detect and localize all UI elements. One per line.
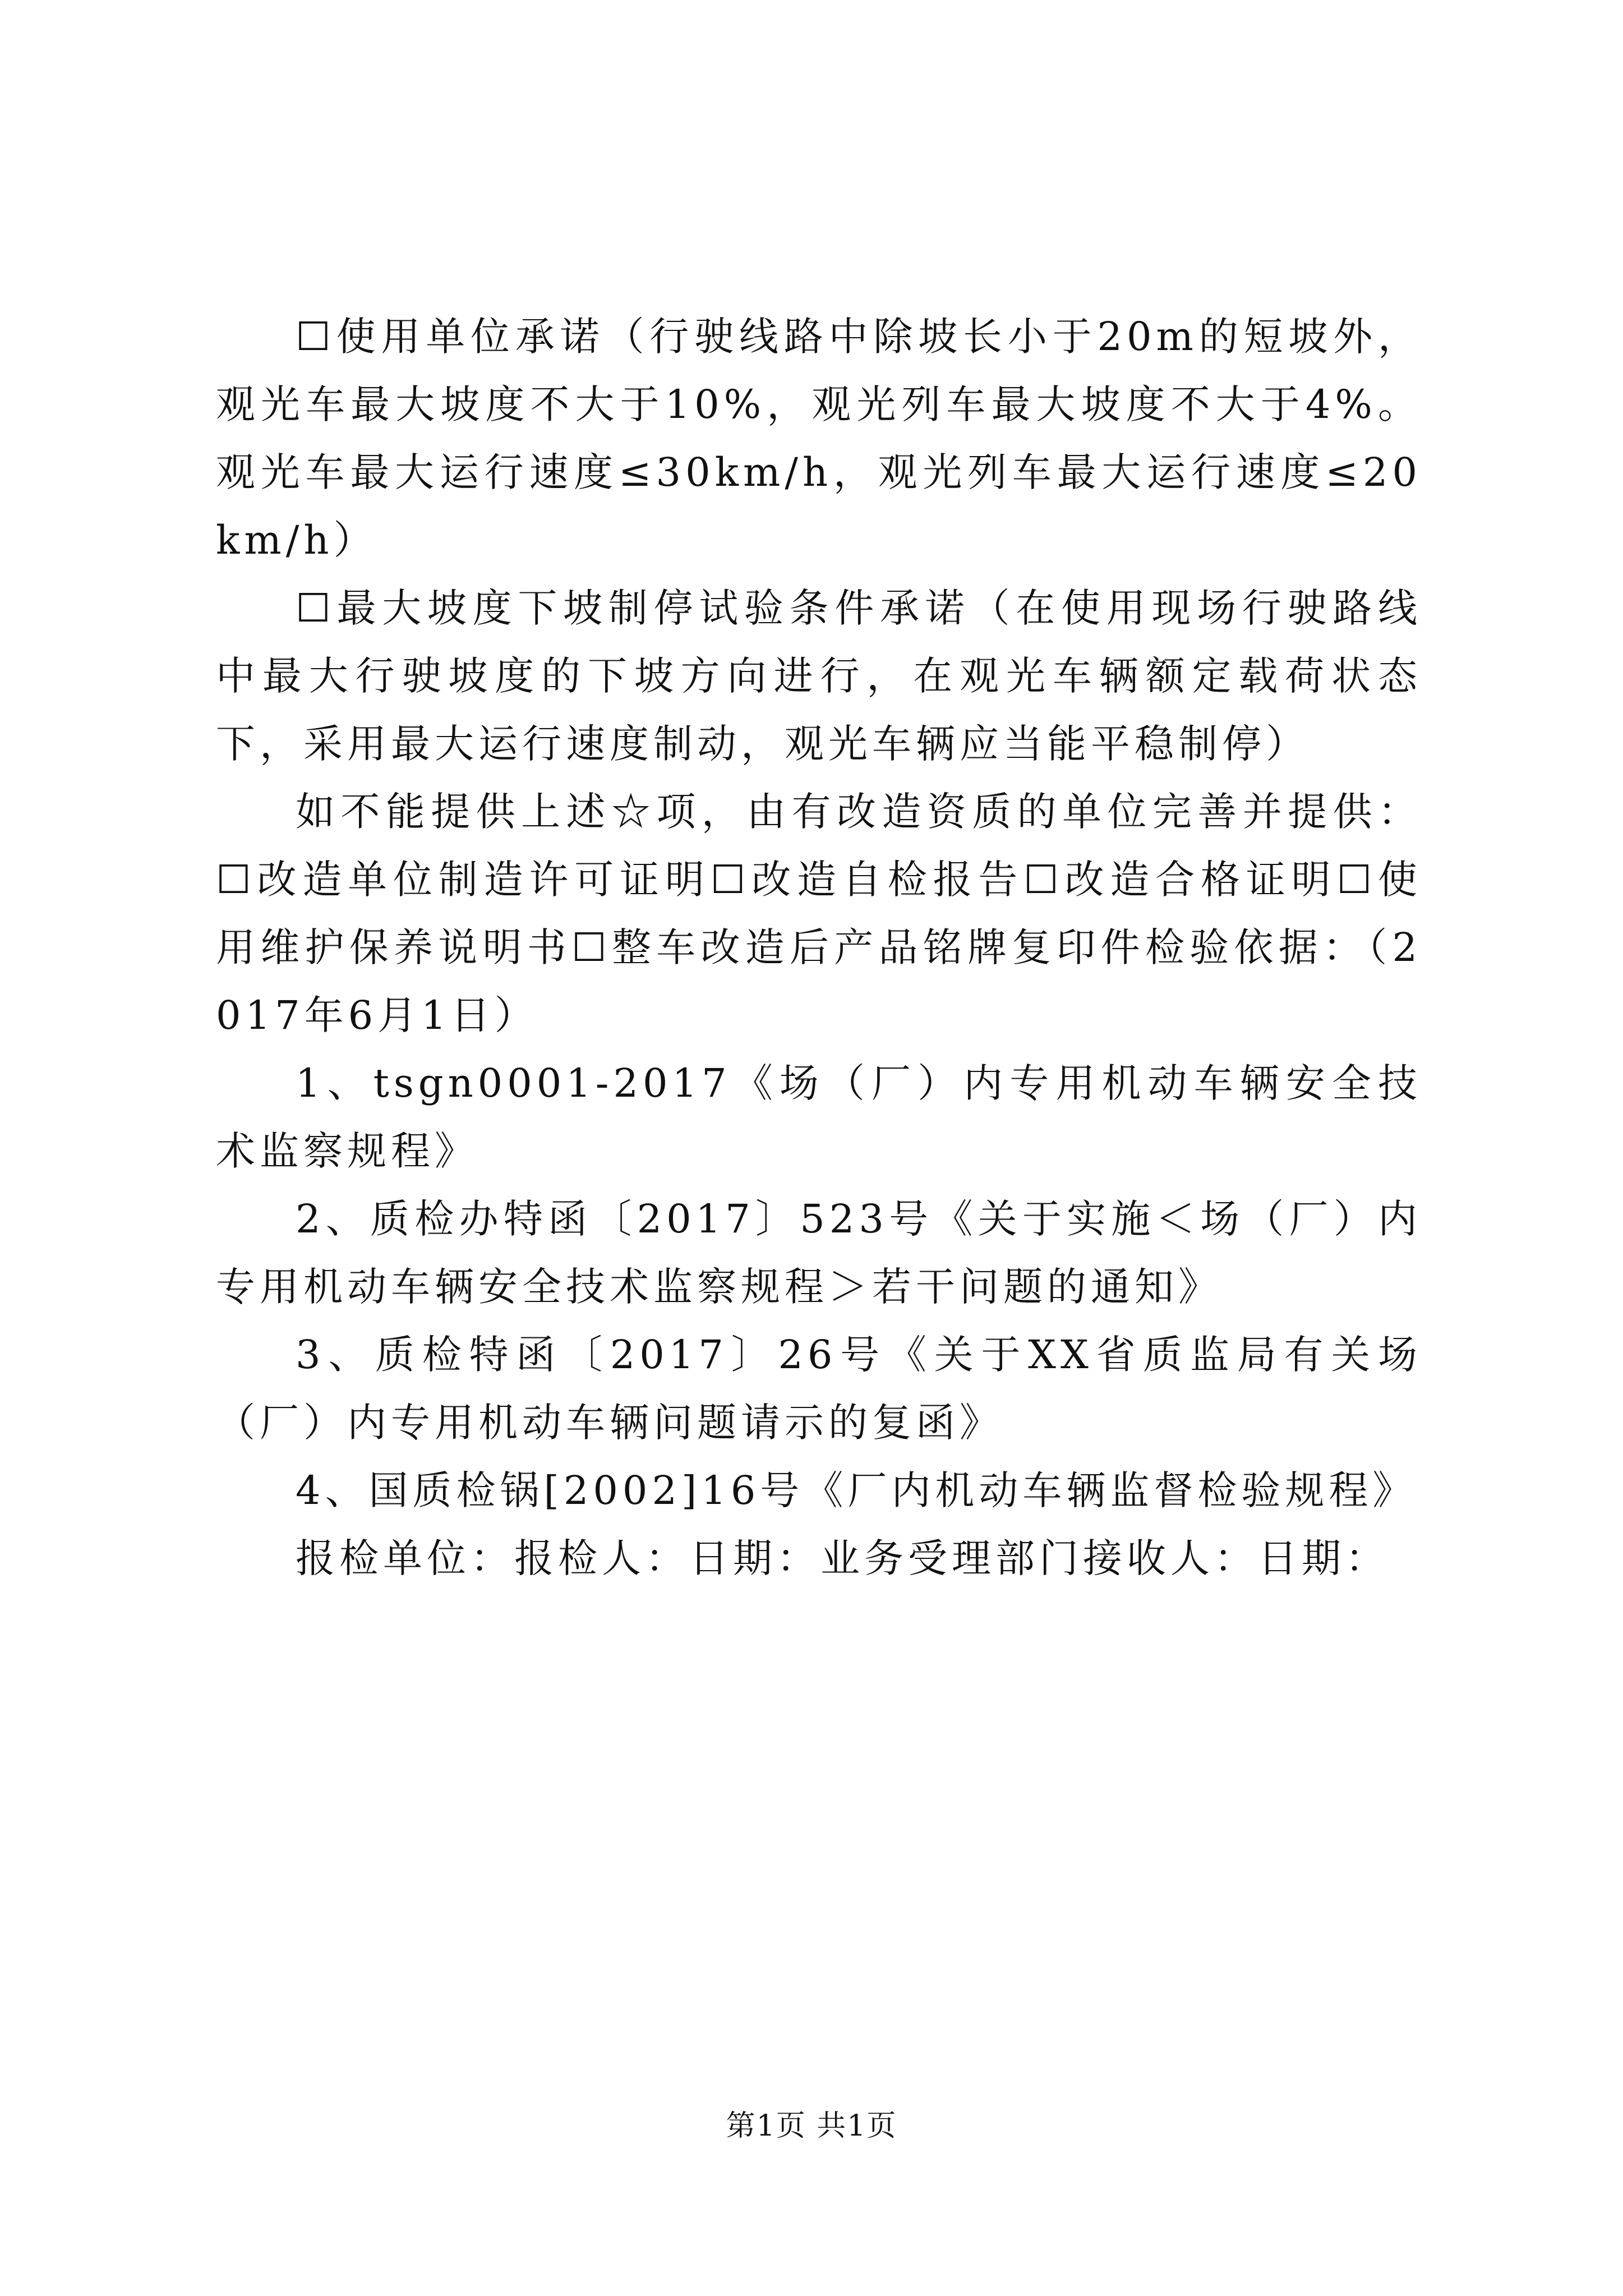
paragraph-basis-2: 2、质检办特函〔2017〕523号《关于实施＜场（厂）内专用机动车辆安全技术监察规程＞若干问题的通知》: [216, 1196, 1422, 1310]
page-footer: [0, 2106, 1623, 2146]
document-body: [216, 303, 1422, 1593]
paragraph-basis-1: 1、tsgn0001-2017《场（厂）内专用机动车辆安全技术监察规程》: [216, 1060, 1422, 1174]
paragraph-user-commitment: ☐使用单位承诺（行驶线路中除坡长小于20m的短坡外，观光车最大坡度不大于10%，观光列车最大坡度不大于4%。观光车最大运行速度≤30km/h，观光列车最大运行速度≤20km/h）: [216, 314, 1422, 563]
paragraph-signature-line: 报检单位：报检人：日期：业务受理部门接收人：日期：: [296, 1535, 1389, 1581]
paragraph-brake-test-commitment: ☐最大坡度下坡制停试验条件承诺（在使用现场行驶路线中最大行驶坡度的下坡方向进行，在观光车辆额定载荷状态下，采用最大运行速度制动，观光车辆应当能平稳制停）: [216, 585, 1422, 767]
paragraph-basis-3: 3、质检特函〔2017〕26号《关于XX省质监局有关场（厂）内专用机动车辆问题请示的复函》: [216, 1332, 1422, 1446]
paragraph-basis-4: 4、国质检锅[2002]16号《厂内机动车辆监督检验规程》: [296, 1467, 1417, 1513]
page-number-label: 第1页 共1页: [726, 2109, 897, 2143]
paragraph-modification-requirements: 如不能提供上述☆项，由有改造资质的单位完善并提供：☐改造单位制造许可证明☐改造自检报告☐改造合格证明☐使用维护保养说明书☐整车改造后产品铭牌复印件检验依据：（2017年6月1日）: [216, 789, 1422, 1038]
